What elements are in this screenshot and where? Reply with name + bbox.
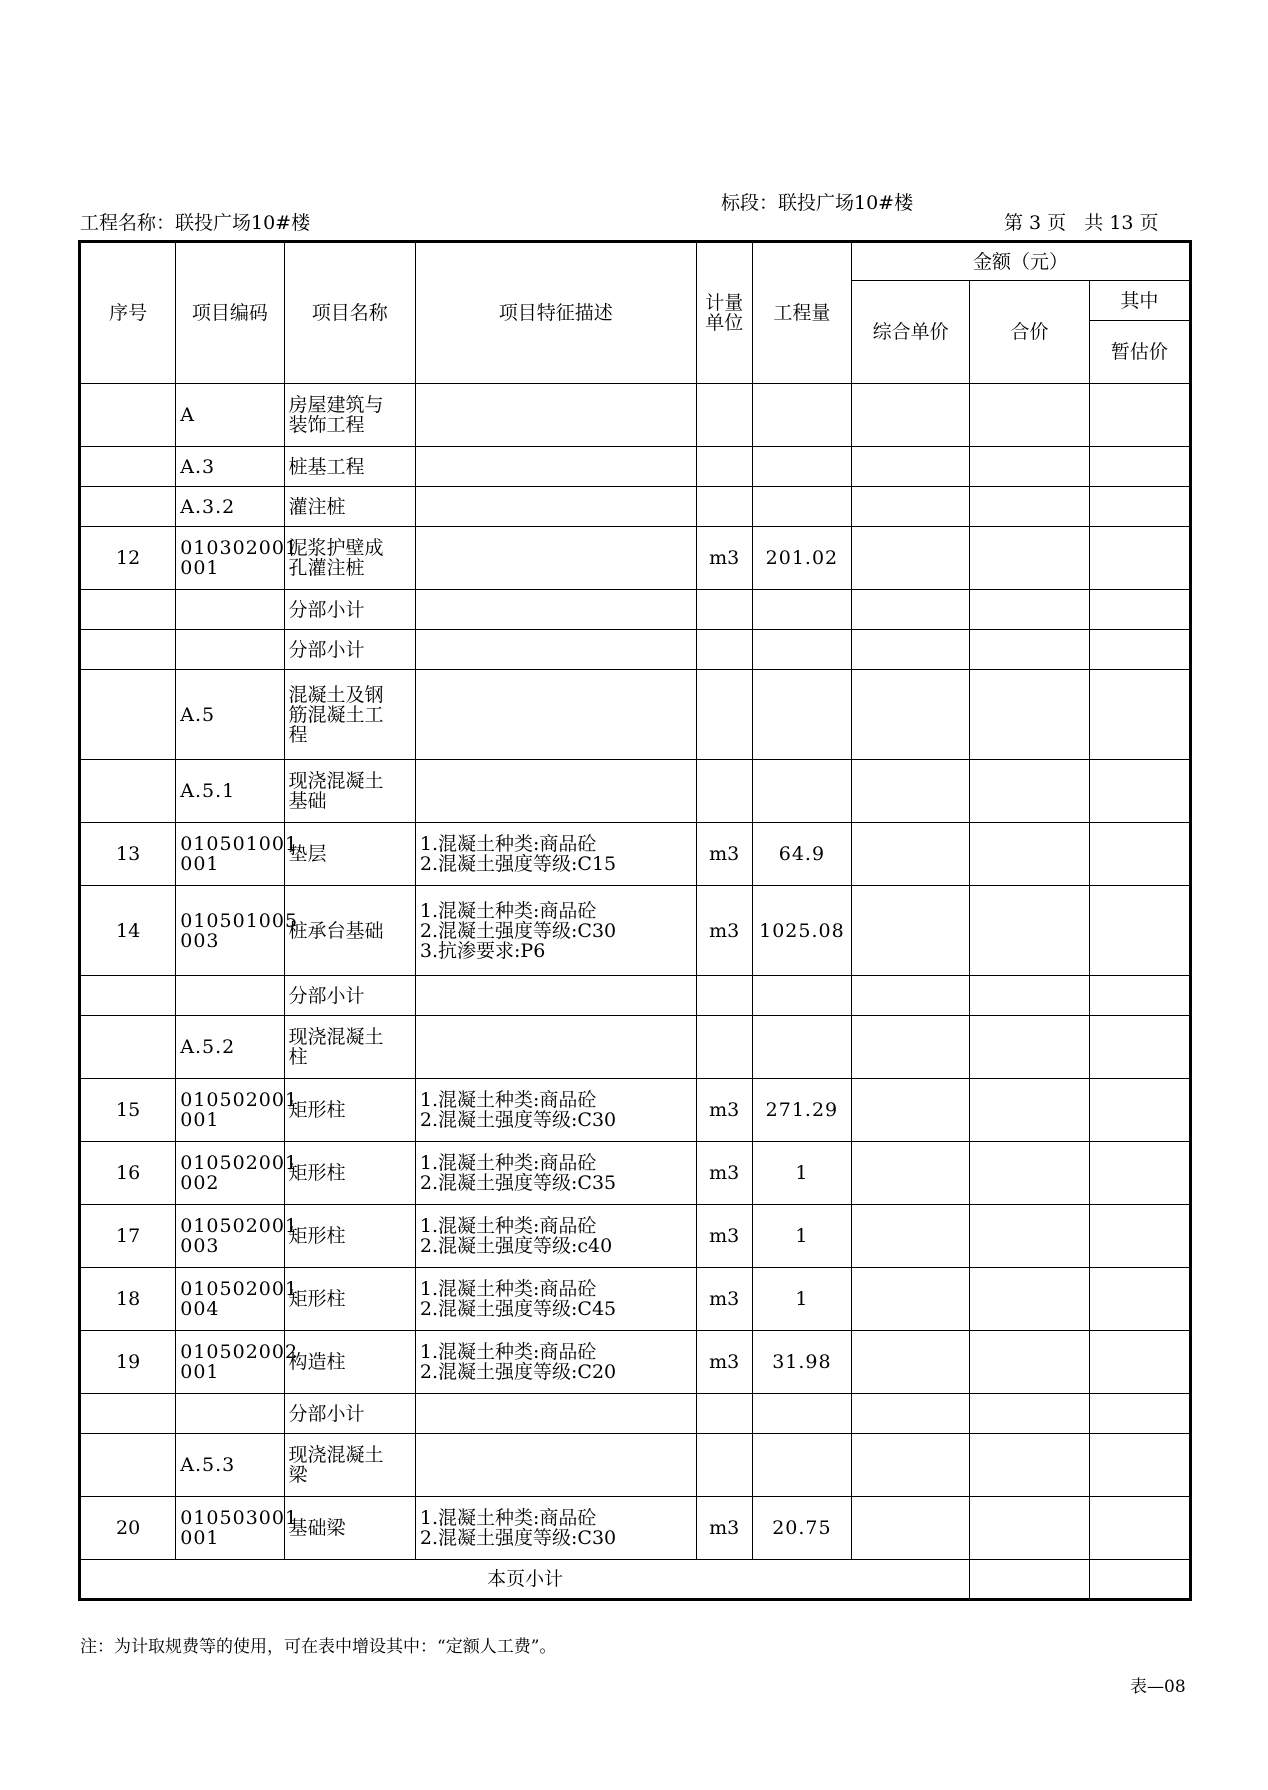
row-unit-price	[852, 1497, 970, 1560]
project-name: 工程名称：联投广场10#楼	[80, 212, 311, 234]
row-qty	[752, 1394, 851, 1434]
row-qty: 271.29	[752, 1079, 851, 1142]
row-provisional	[1089, 1079, 1190, 1142]
page-total: 共 13 页	[1084, 212, 1159, 234]
page-current: 第 3 页	[1004, 212, 1067, 234]
row-name: 灌注桩	[284, 487, 415, 527]
row-qty	[752, 384, 851, 447]
row-qty: 1	[752, 1268, 851, 1331]
row-total	[970, 590, 1089, 630]
row-total	[970, 823, 1089, 886]
row-code	[176, 1394, 284, 1434]
page-subtotal-label: 本页小计	[80, 1560, 970, 1600]
page-subtotal-provisional	[1089, 1560, 1190, 1600]
row-total	[970, 1205, 1089, 1268]
col-seq-header: 序号	[80, 242, 176, 384]
row-seq: 12	[80, 527, 176, 590]
row-total	[970, 527, 1089, 590]
row-name: 桩基工程	[284, 447, 415, 487]
table-row	[80, 447, 1191, 487]
row-name: 垫层	[284, 823, 415, 886]
row-desc	[415, 630, 696, 670]
row-seq	[80, 1016, 176, 1079]
row-name: 分部小计	[284, 1394, 415, 1434]
row-qty	[752, 1016, 851, 1079]
row-unit: m3	[696, 1079, 752, 1142]
row-name: 桩承台基础	[284, 886, 415, 976]
row-unit: m3	[696, 1268, 752, 1331]
row-total	[970, 487, 1089, 527]
row-name: 分部小计	[284, 590, 415, 630]
table-row	[80, 630, 1191, 670]
row-total	[970, 1497, 1089, 1560]
row-unit	[696, 760, 752, 823]
row-unit: m3	[696, 527, 752, 590]
row-desc	[415, 487, 696, 527]
row-provisional	[1089, 823, 1190, 886]
row-qty	[752, 447, 851, 487]
row-unit: m3	[696, 1497, 752, 1560]
row-qty: 20.75	[752, 1497, 851, 1560]
row-total	[970, 886, 1089, 976]
row-code	[176, 590, 284, 630]
table-row	[80, 1268, 1191, 1331]
row-provisional	[1089, 1331, 1190, 1394]
row-total	[970, 447, 1089, 487]
row-code: A.5.3	[176, 1434, 284, 1497]
page-indicator	[1004, 212, 1159, 234]
row-unit	[696, 1016, 752, 1079]
row-unit: m3	[696, 823, 752, 886]
row-unit-price	[852, 527, 970, 590]
table-row	[80, 670, 1191, 760]
row-code: 010501001 001	[176, 823, 284, 886]
row-unit	[696, 447, 752, 487]
row-provisional	[1089, 1497, 1190, 1560]
header-row-1	[80, 242, 1191, 281]
table-row	[80, 1394, 1191, 1434]
table-row	[80, 487, 1191, 527]
table-row	[80, 760, 1191, 823]
table-row	[80, 1497, 1191, 1560]
row-unit: m3	[696, 886, 752, 976]
row-code: A	[176, 384, 284, 447]
row-desc	[415, 384, 696, 447]
row-qty	[752, 976, 851, 1016]
row-code: 010502001 002	[176, 1142, 284, 1205]
row-seq	[80, 1394, 176, 1434]
page-subtotal-total	[970, 1560, 1089, 1600]
row-unit	[696, 1434, 752, 1497]
row-provisional	[1089, 487, 1190, 527]
table-row	[80, 590, 1191, 630]
row-seq	[80, 487, 176, 527]
row-qty	[752, 760, 851, 823]
row-desc: 1.混凝土种类:商品砼 2.混凝土强度等级:C45	[415, 1268, 696, 1331]
row-name: 矩形柱	[284, 1205, 415, 1268]
row-unit-price	[852, 447, 970, 487]
row-total	[970, 670, 1089, 760]
row-code: 010502002 001	[176, 1331, 284, 1394]
row-qty: 1	[752, 1205, 851, 1268]
table-row	[80, 1016, 1191, 1079]
row-desc: 1.混凝土种类:商品砼 2.混凝土强度等级:C30	[415, 1079, 696, 1142]
form-number: 表—08	[1130, 1677, 1186, 1697]
row-seq	[80, 384, 176, 447]
row-unit	[696, 1394, 752, 1434]
row-code: A.5.1	[176, 760, 284, 823]
row-name: 泥浆护壁成 孔灌注桩	[284, 527, 415, 590]
row-name: 矩形柱	[284, 1142, 415, 1205]
row-unit: m3	[696, 1205, 752, 1268]
row-provisional	[1089, 527, 1190, 590]
row-unit-price	[852, 487, 970, 527]
row-total	[970, 384, 1089, 447]
table-row	[80, 1331, 1191, 1394]
bill-of-quantities-table	[78, 240, 1192, 1601]
row-qty: 201.02	[752, 527, 851, 590]
row-name: 基础梁	[284, 1497, 415, 1560]
row-seq: 20	[80, 1497, 176, 1560]
row-seq: 13	[80, 823, 176, 886]
table-row	[80, 1205, 1191, 1268]
row-provisional	[1089, 1394, 1190, 1434]
row-unit-price	[852, 590, 970, 630]
row-total	[970, 1079, 1089, 1142]
row-code	[176, 630, 284, 670]
row-total	[970, 760, 1089, 823]
row-name: 构造柱	[284, 1331, 415, 1394]
row-desc	[415, 670, 696, 760]
row-desc	[415, 1394, 696, 1434]
row-seq	[80, 976, 176, 1016]
footnote: 注：为计取规费等的使用，可在表中增设其中：“定额人工费”。	[80, 1637, 557, 1657]
row-seq	[80, 760, 176, 823]
col-name-header: 项目名称	[284, 242, 415, 384]
row-provisional	[1089, 670, 1190, 760]
row-unit-price	[852, 384, 970, 447]
row-qty: 31.98	[752, 1331, 851, 1394]
row-seq: 16	[80, 1142, 176, 1205]
row-unit	[696, 670, 752, 760]
row-code: A.5	[176, 670, 284, 760]
row-seq	[80, 447, 176, 487]
row-qty: 1025.08	[752, 886, 851, 976]
row-provisional	[1089, 384, 1190, 447]
row-qty: 1	[752, 1142, 851, 1205]
row-seq	[80, 590, 176, 630]
row-seq	[80, 670, 176, 760]
row-seq: 18	[80, 1268, 176, 1331]
row-name: 分部小计	[284, 630, 415, 670]
row-name: 矩形柱	[284, 1079, 415, 1142]
row-unit	[696, 487, 752, 527]
col-total-header: 合价	[970, 281, 1089, 384]
row-qty: 64.9	[752, 823, 851, 886]
row-desc: 1.混凝土种类:商品砼 2.混凝土强度等级:C30	[415, 1497, 696, 1560]
table-row	[80, 1434, 1191, 1497]
col-unit-header: 计量 单位	[696, 242, 752, 384]
row-provisional	[1089, 630, 1190, 670]
row-unit-price	[852, 1331, 970, 1394]
table-row	[80, 527, 1191, 590]
row-desc	[415, 527, 696, 590]
row-unit-price	[852, 630, 970, 670]
row-seq	[80, 1434, 176, 1497]
row-unit-price	[852, 976, 970, 1016]
row-unit-price	[852, 1268, 970, 1331]
row-desc	[415, 1016, 696, 1079]
row-total	[970, 1434, 1089, 1497]
row-code: A.5.2	[176, 1016, 284, 1079]
row-provisional	[1089, 1434, 1190, 1497]
row-seq: 17	[80, 1205, 176, 1268]
row-desc: 1.混凝土种类:商品砼 2.混凝土强度等级:C35	[415, 1142, 696, 1205]
table-row	[80, 976, 1191, 1016]
row-unit-price	[852, 1016, 970, 1079]
row-name: 现浇混凝土 基础	[284, 760, 415, 823]
row-name: 现浇混凝土 柱	[284, 1016, 415, 1079]
table-row	[80, 384, 1191, 447]
row-provisional	[1089, 447, 1190, 487]
row-unit-price	[852, 670, 970, 760]
row-provisional	[1089, 976, 1190, 1016]
col-unit-price-header: 综合单价	[852, 281, 970, 384]
row-seq	[80, 630, 176, 670]
row-total	[970, 1268, 1089, 1331]
row-qty	[752, 1434, 851, 1497]
table-row	[80, 1142, 1191, 1205]
row-desc: 1.混凝土种类:商品砼 2.混凝土强度等级:C30 3.抗渗要求:P6	[415, 886, 696, 976]
row-qty	[752, 670, 851, 760]
row-unit	[696, 590, 752, 630]
row-seq: 15	[80, 1079, 176, 1142]
row-total	[970, 1331, 1089, 1394]
row-unit	[696, 976, 752, 1016]
row-total	[970, 630, 1089, 670]
row-desc	[415, 760, 696, 823]
row-unit-price	[852, 823, 970, 886]
row-unit-price	[852, 760, 970, 823]
row-total	[970, 976, 1089, 1016]
row-code: A.3	[176, 447, 284, 487]
row-unit-price	[852, 1079, 970, 1142]
row-unit-price	[852, 1434, 970, 1497]
row-unit: m3	[696, 1142, 752, 1205]
row-provisional	[1089, 760, 1190, 823]
row-provisional	[1089, 1268, 1190, 1331]
row-seq: 19	[80, 1331, 176, 1394]
row-name: 分部小计	[284, 976, 415, 1016]
row-code: 010302001 001	[176, 527, 284, 590]
col-desc-header: 项目特征描述	[415, 242, 696, 384]
row-name: 矩形柱	[284, 1268, 415, 1331]
col-code-header: 项目编码	[176, 242, 284, 384]
row-provisional	[1089, 590, 1190, 630]
row-provisional	[1089, 1016, 1190, 1079]
row-provisional	[1089, 1205, 1190, 1268]
row-unit	[696, 384, 752, 447]
row-desc	[415, 976, 696, 1016]
row-provisional	[1089, 1142, 1190, 1205]
row-code: 010503001 001	[176, 1497, 284, 1560]
row-desc: 1.混凝土种类:商品砼 2.混凝土强度等级:C15	[415, 823, 696, 886]
table-row	[80, 1079, 1191, 1142]
row-name: 房屋建筑与 装饰工程	[284, 384, 415, 447]
col-amount-header: 金额（元）	[852, 242, 1191, 281]
page-subtotal-row	[80, 1560, 1191, 1600]
row-code	[176, 976, 284, 1016]
row-desc	[415, 1434, 696, 1497]
col-qty-header: 工程量	[752, 242, 851, 384]
row-qty	[752, 630, 851, 670]
table-row	[80, 886, 1191, 976]
col-of-which-header: 其中	[1089, 281, 1190, 321]
row-unit-price	[852, 886, 970, 976]
row-name: 混凝土及钢 筋混凝土工 程	[284, 670, 415, 760]
row-code: 010502001 003	[176, 1205, 284, 1268]
row-desc	[415, 447, 696, 487]
row-total	[970, 1394, 1089, 1434]
row-name: 现浇混凝土 梁	[284, 1434, 415, 1497]
row-unit	[696, 630, 752, 670]
section-name: 标段：联投广场10#楼	[721, 192, 914, 214]
col-provisional-header: 暂估价	[1089, 321, 1190, 384]
row-desc	[415, 590, 696, 630]
row-unit-price	[852, 1205, 970, 1268]
row-total	[970, 1016, 1089, 1079]
row-code: A.3.2	[176, 487, 284, 527]
row-total	[970, 1142, 1089, 1205]
table-row	[80, 823, 1191, 886]
row-provisional	[1089, 886, 1190, 976]
row-unit-price	[852, 1394, 970, 1434]
row-seq: 14	[80, 886, 176, 976]
row-code: 010502001 004	[176, 1268, 284, 1331]
row-qty	[752, 487, 851, 527]
row-unit: m3	[696, 1331, 752, 1394]
row-desc: 1.混凝土种类:商品砼 2.混凝土强度等级:c40	[415, 1205, 696, 1268]
row-unit-price	[852, 1142, 970, 1205]
row-code: 010502001 001	[176, 1079, 284, 1142]
row-code: 010501005 003	[176, 886, 284, 976]
row-desc: 1.混凝土种类:商品砼 2.混凝土强度等级:C20	[415, 1331, 696, 1394]
row-qty	[752, 590, 851, 630]
